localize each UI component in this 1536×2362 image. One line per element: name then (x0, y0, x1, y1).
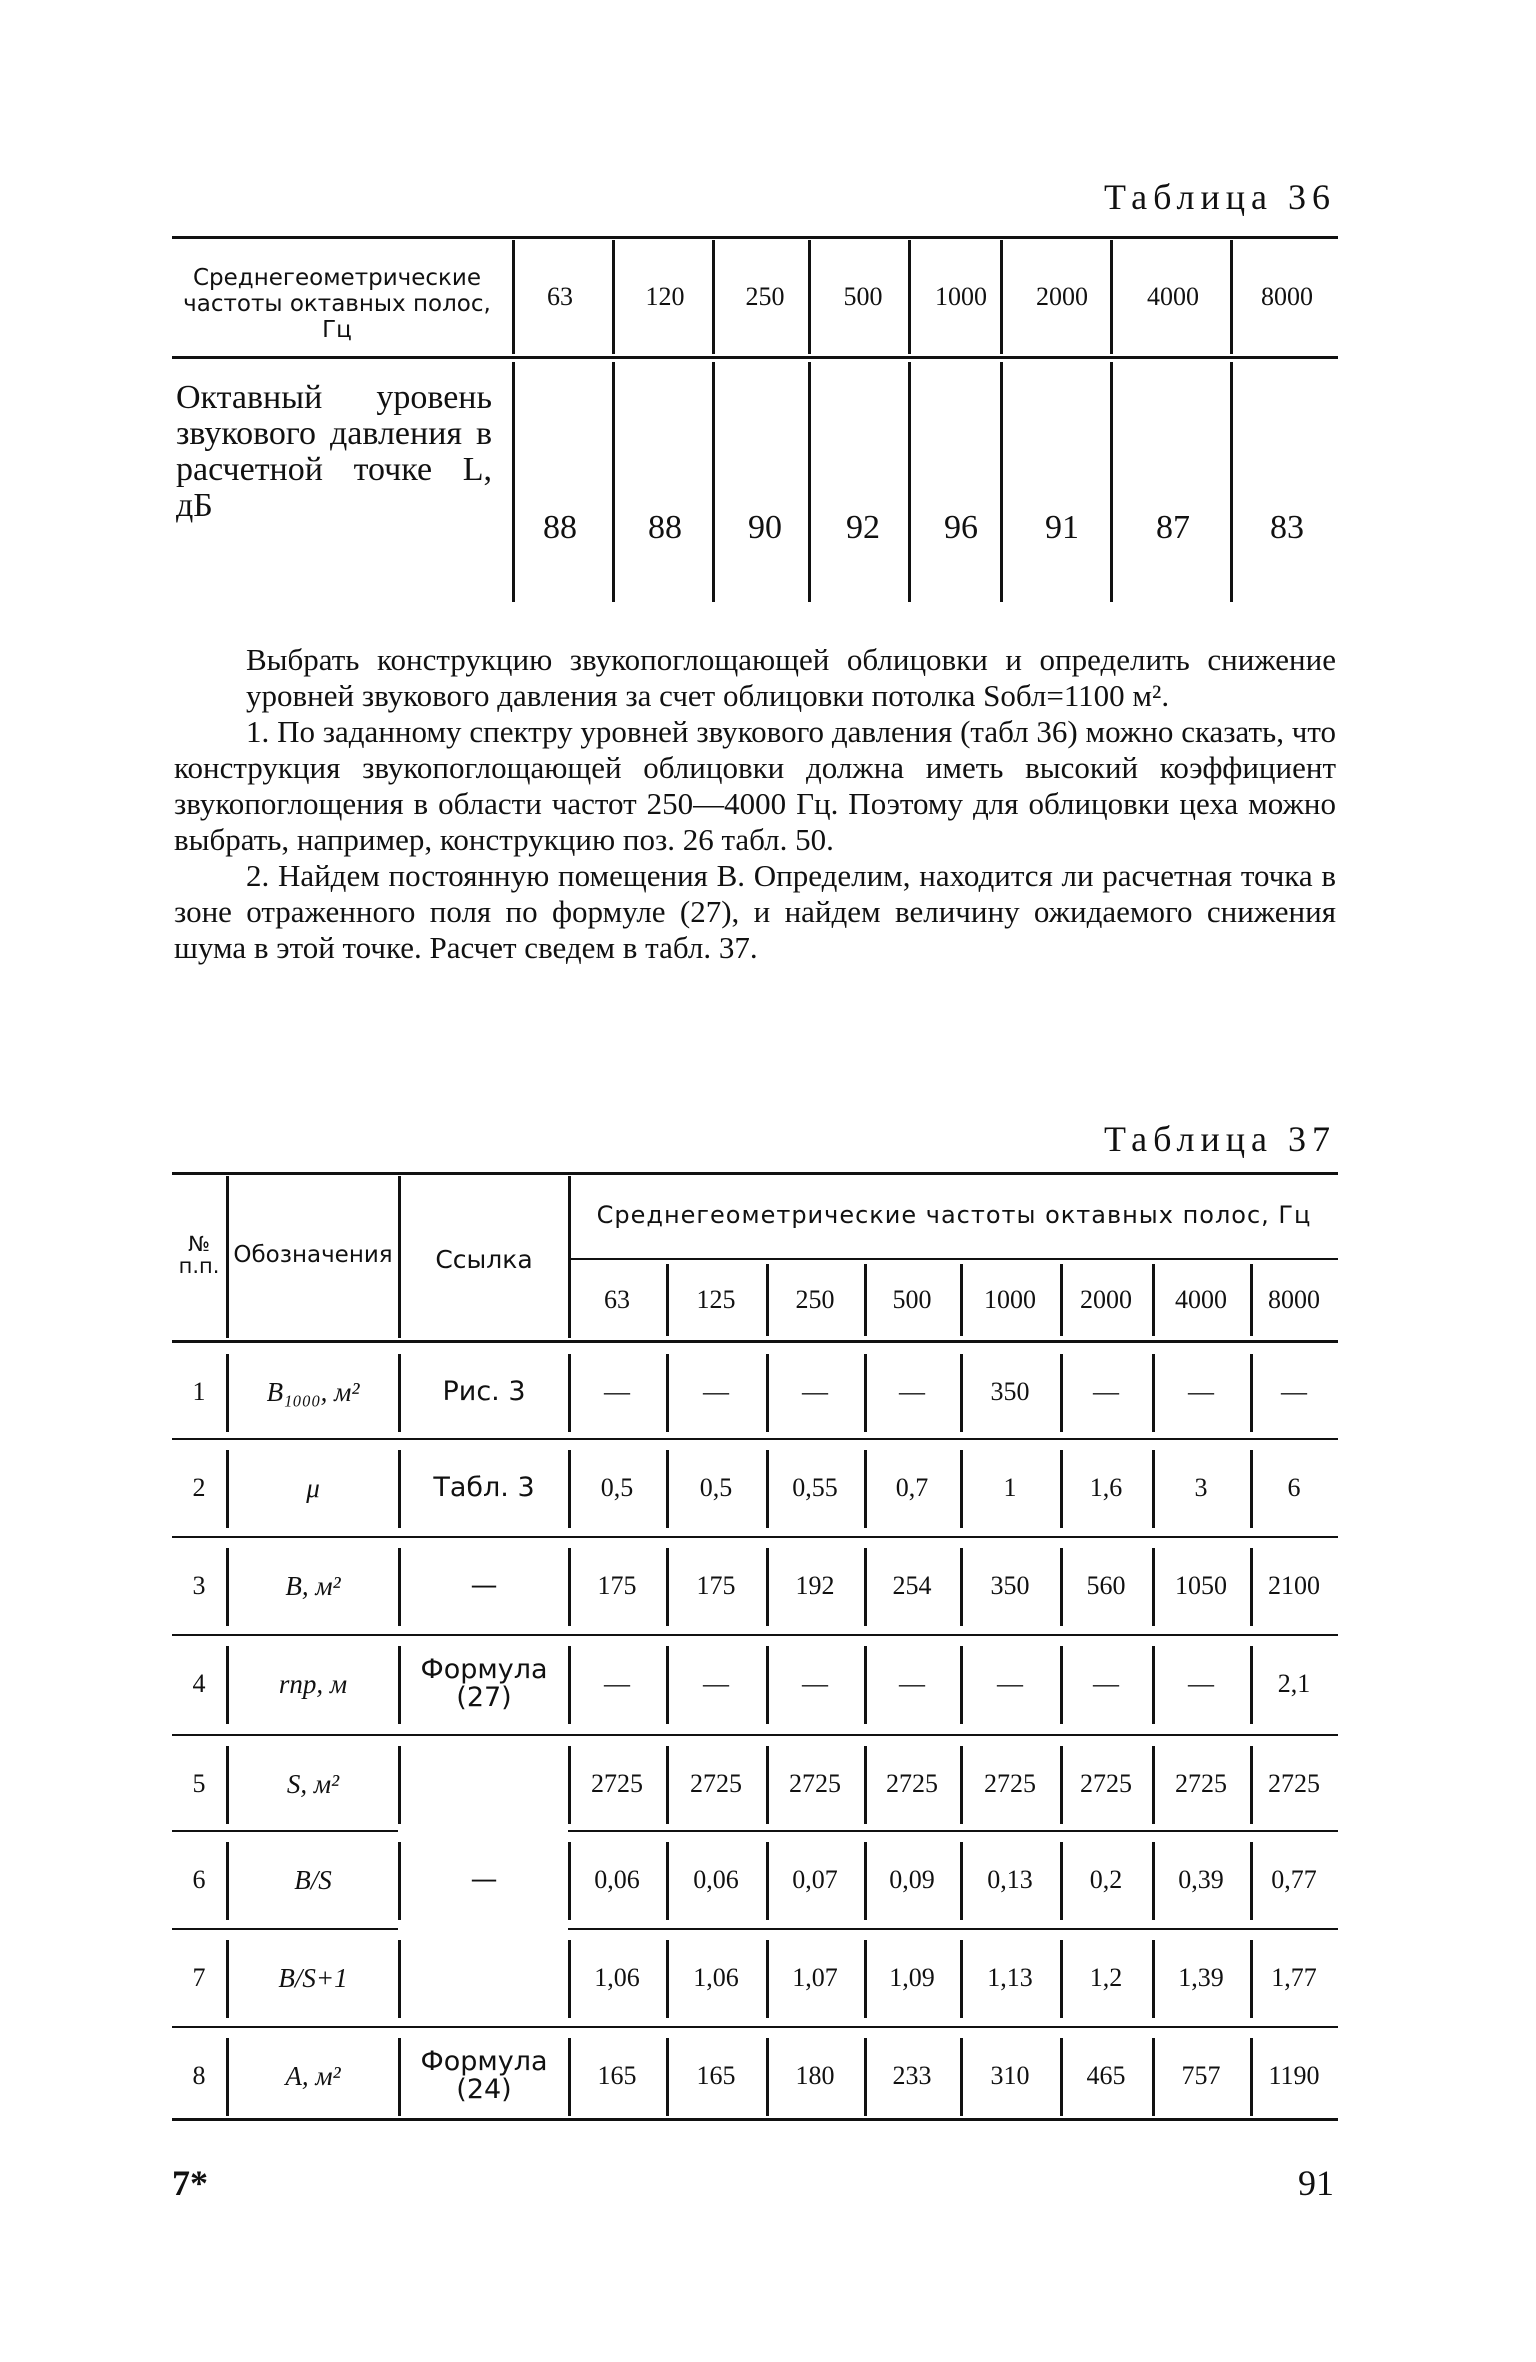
table37-row-number: 7 (192, 1963, 206, 1993)
table37-row-designation: rпр, м (278, 1668, 348, 1699)
table37-value: 1,06 (693, 1963, 739, 1993)
table37-value: — (703, 1669, 729, 1699)
table37-value: 0,2 (1089, 1865, 1123, 1895)
table37-value: — (604, 1669, 630, 1699)
table37-value: — (802, 1377, 828, 1407)
table37-col-divider (398, 1940, 401, 2018)
table36-frequency: 8000 (1261, 282, 1313, 312)
table37-row-number: 5 (192, 1769, 206, 1799)
table37-value: — (1093, 1669, 1119, 1699)
table36-header-rule (172, 356, 1338, 359)
table37-row-designation: A, м² (285, 2060, 341, 2091)
paragraph-2: 1. По заданному спектру уровней звукового давления (табл 36) можно сказать, что конструкция звукопоглощающей облицовки должна иметь высокий коэффициент звукопоглощения в области частот 250—4000 Гц. Поэтому для облицовки цеха можно выбрать, например, конструкцию поз. 26 табл. 50. (174, 714, 1336, 857)
table37-value: 1,09 (889, 1963, 935, 1993)
table36-frequency: 2000 (1036, 282, 1088, 312)
table36-col-divider (712, 362, 715, 602)
table37-subheader-rule (568, 1258, 1338, 1260)
table37-value: — (604, 1377, 630, 1407)
table37-row-designation: μ (306, 1472, 320, 1503)
table37-value: 0,13 (987, 1865, 1033, 1895)
signature-mark: 7* (172, 2163, 208, 2203)
table37-row-reference: Формула (24) (420, 2045, 548, 2105)
table37-col-divider (398, 1176, 401, 1338)
table37-value: — (1093, 1377, 1119, 1407)
table37-frequency: 500 (892, 1285, 932, 1315)
table36-col-divider (908, 362, 911, 602)
table37-value: 165 (597, 2061, 637, 2091)
page-number: 91 (1298, 2163, 1334, 2203)
table37-value: 2100 (1268, 1571, 1320, 1601)
table37-value: 2,1 (1277, 1669, 1311, 1699)
table37-row-reference: Рис. 3 (442, 1375, 526, 1407)
table37-value: 1,6 (1089, 1473, 1123, 1503)
table37-col-no: № п.п. (178, 1231, 220, 1278)
table37-value: 0,77 (1271, 1865, 1317, 1895)
table37-value: 175 (597, 1571, 637, 1601)
table37-frequency: 125 (696, 1285, 736, 1315)
table37-value: 3 (1194, 1473, 1208, 1503)
table37-value: 1050 (1175, 1571, 1227, 1601)
table37-top-rule (172, 1172, 1338, 1175)
table37-caption: Таблица 37 (1104, 1119, 1336, 1159)
table37-value: 2725 (789, 1769, 841, 1799)
table36-col-divider (808, 362, 811, 602)
table37-value: 2725 (1268, 1769, 1320, 1799)
table37-value: — (703, 1377, 729, 1407)
table36-col-divider (908, 240, 911, 354)
table37-value: 2725 (690, 1769, 742, 1799)
table36-value: 96 (944, 509, 978, 547)
table37-value: 560 (1086, 1571, 1126, 1601)
table37-value: 0,55 (792, 1473, 838, 1503)
table37-value: — (1188, 1377, 1214, 1407)
table37-value: 350 (990, 1377, 1030, 1407)
table37-value: 2725 (1175, 1769, 1227, 1799)
table36-value: 88 (543, 509, 577, 547)
table36-caption: Таблица 36 (1104, 177, 1336, 217)
table37-value: — (1281, 1377, 1307, 1407)
table36-value: 87 (1156, 509, 1190, 547)
body-text (174, 642, 1336, 966)
table37-value: 1190 (1268, 2061, 1320, 2091)
table36-frequency: 1000 (935, 282, 987, 312)
table37-value: 2725 (984, 1769, 1036, 1799)
table37-value: — (1188, 1669, 1214, 1699)
table37-col-divider (226, 1176, 229, 1338)
table36-row-label: Октавный уровень звукового давления в расчетной точке L, дБ (176, 379, 492, 524)
table36-top-rule (172, 236, 1338, 239)
table37-value: — (802, 1669, 828, 1699)
table36-col-divider (1110, 240, 1113, 354)
table37-row-number: 1 (192, 1377, 206, 1407)
table37-value: 350 (990, 1571, 1030, 1601)
table37-value: — (899, 1377, 925, 1407)
table37-row-reference: — (470, 1569, 498, 1601)
table36-header-label: Среднегеометрические частоты октавных полос, Гц (183, 265, 491, 343)
table37-header-rule (172, 1340, 1338, 1343)
table37-value: 1,39 (1178, 1963, 1224, 1993)
table36-frequency: 120 (645, 282, 685, 312)
table37-value: 0,5 (600, 1473, 634, 1503)
table37-value: 0,7 (895, 1473, 929, 1503)
table37-value: 757 (1181, 2061, 1221, 2091)
table36-col-divider (512, 362, 515, 602)
table37-value: 0,06 (594, 1865, 640, 1895)
table37-value: 1,13 (987, 1963, 1033, 1993)
table37-row-reference: — (470, 1863, 498, 1895)
table37-value: 0,09 (889, 1865, 935, 1895)
table37-value: 0,06 (693, 1865, 739, 1895)
table37-col-designation: Обозначения (233, 1241, 393, 1268)
table37-value: 1,77 (1271, 1963, 1317, 1993)
table37-value: 465 (1086, 2061, 1126, 2091)
table37-col-group: Среднегеометрические частоты октавных полос, Гц (596, 1201, 1312, 1230)
table37-value: 1,06 (594, 1963, 640, 1993)
table37-frequency: 2000 (1080, 1285, 1132, 1315)
table37-frequency: 250 (795, 1285, 835, 1315)
table36-col-divider (612, 240, 615, 354)
table37-row-number: 3 (192, 1571, 206, 1601)
table36-frequency: 63 (547, 282, 573, 312)
table37-value: 6 (1287, 1473, 1301, 1503)
table36-col-divider (1000, 362, 1003, 602)
table37-value: 175 (696, 1571, 736, 1601)
table37-value: 0,07 (792, 1865, 838, 1895)
table37-frequency: 8000 (1268, 1285, 1320, 1315)
table37-row-number: 4 (192, 1669, 206, 1699)
table37-row-reference: Табл. 3 (433, 1471, 535, 1503)
table37-frequency: 1000 (984, 1285, 1036, 1315)
table37-value: 0,39 (1178, 1865, 1224, 1895)
table36-col-divider (712, 240, 715, 354)
table36-value: 91 (1045, 509, 1079, 547)
table37-row-number: 2 (192, 1473, 206, 1503)
table36-value: 92 (846, 509, 880, 547)
table37-row-designation: B₁₀₀₀, м² (266, 1376, 360, 1407)
table37-value: — (997, 1669, 1023, 1699)
table37-value: 254 (892, 1571, 932, 1601)
table37-value: 1,2 (1089, 1963, 1123, 1993)
table36-frequency: 500 (843, 282, 883, 312)
table37-value: 2725 (1080, 1769, 1132, 1799)
table36-value: 88 (648, 509, 682, 547)
table36-frequency: 250 (745, 282, 785, 312)
table37-value: 180 (795, 2061, 835, 2091)
table36-col-divider (612, 362, 615, 602)
table37-frequency: 4000 (1175, 1285, 1227, 1315)
table37-row-reference: Формула (27) (420, 1653, 548, 1713)
table37-value: 2725 (591, 1769, 643, 1799)
table37-value: 0,5 (699, 1473, 733, 1503)
table37-row-designation: B, м² (285, 1570, 341, 1601)
table36-frequency: 4000 (1147, 282, 1199, 312)
table36-col-divider (1110, 362, 1113, 602)
table37-bottom-rule (172, 2118, 1338, 2121)
table37-row-designation: S, м² (286, 1768, 340, 1799)
table37-row-number: 8 (192, 2061, 206, 2091)
table36-value: 90 (748, 509, 782, 547)
table37-value: 192 (795, 1571, 835, 1601)
table36-col-divider (1230, 362, 1233, 602)
table37-value: 310 (990, 2061, 1030, 2091)
table37-value: — (899, 1669, 925, 1699)
table37-col-reference: Ссылка (435, 1244, 533, 1274)
table37-value: 233 (892, 2061, 932, 2091)
paragraph-1: Выбрать конструкцию звукопоглощающей облицовки и определить снижение уровней звукового давления за счет облицовки потолка Sобл=1100 м². (246, 642, 1336, 713)
table37-row-number: 6 (192, 1865, 206, 1895)
table37-value: 1,07 (792, 1963, 838, 1993)
table37-value: 1 (1003, 1473, 1017, 1503)
table37-row-designation: B/S+1 (278, 1962, 348, 1993)
paragraph-3: 2. Найдем постоянную помещения B. Определим, находится ли расчетная точка в зоне отраженного поля по формуле (27), и найдем величину ожидаемого снижения шума в этой точке. Расчет сведем в табл. 37. (174, 858, 1336, 965)
table37-value: 2725 (886, 1769, 938, 1799)
table37-frequency: 63 (604, 1285, 630, 1315)
table36-value: 83 (1270, 509, 1304, 547)
table37-value: 165 (696, 2061, 736, 2091)
table37-row-designation: B/S (294, 1864, 332, 1895)
table36-col-divider (1230, 240, 1233, 354)
